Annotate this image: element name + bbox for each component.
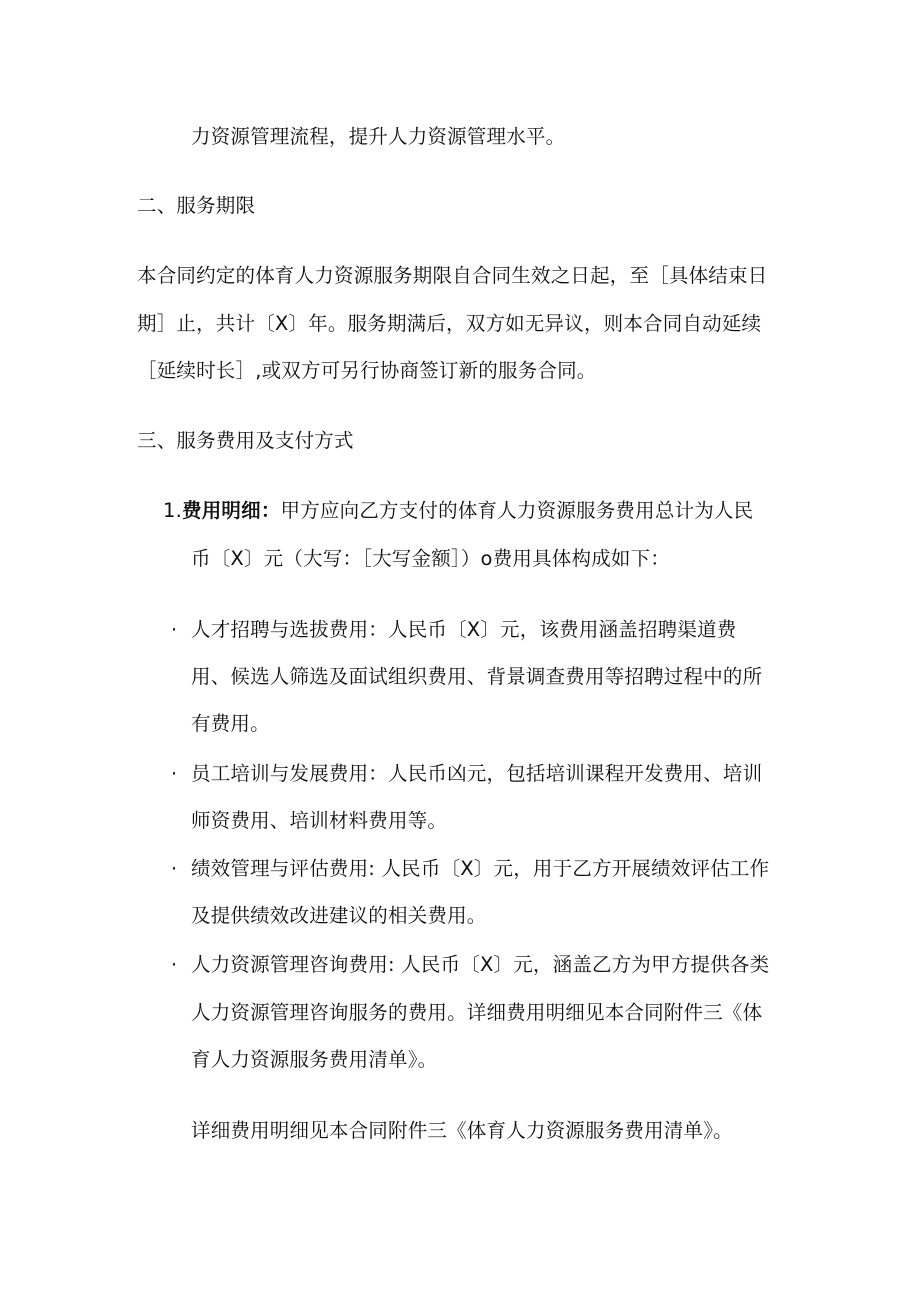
section2-paragraph-line: 本合同约定的体育人力资源服务期限自合同生效之日起，至［具体结束日 [137,264,768,287]
bullet-marker: · [171,954,178,976]
closing-paragraph: 详细费用明细见本合同附件三《体育人力资源服务费用清单》。 [191,1119,733,1142]
bullet-line: 有费用。 [191,712,270,735]
bullet-marker: · [171,858,178,880]
bullet-line: 人力资源管理咨询费用: 人民币〔X〕元，涵盖乙方为甲方提供各类 [191,953,770,976]
section3-heading: 三、服务费用及支付方式 [137,429,354,452]
bullet-line: 人才招聘与选拔费用：人民币〔X〕元，该费用涵盖招聘渠道费 [191,618,737,641]
bullet-line: 及提供绩效改进建议的相关费用。 [191,904,487,927]
item-number: 1. [163,499,183,522]
item-label: 费用明细： [182,499,281,522]
bullet-marker: · [171,619,178,641]
item-text: 甲方应向乙方支付的体育人力资源服务费用总计为人民 [280,499,754,522]
bullet-marker: · [171,763,178,785]
intro-tail-text: 力资源管理流程，提升人力资源管理水平。 [191,125,566,148]
section2-paragraph-line: ［延续时长］,或双方可另行协商签订新的服务合同。 [137,359,597,382]
bullet-line: 人力资源管理咨询服务的费用。详细费用明细见本合同附件三《体 [191,1001,763,1024]
bullet-line: 用、候选人筛选及面试组织费用、背景调查费用等招聘过程中的所 [191,665,763,688]
bullet-line: 员工培训与发展费用：人民币凶元，包括培训课程开发费用、培训 [191,762,763,785]
section2-heading: 二、服务期限 [137,194,256,217]
fee-detail-line [163,498,753,524]
bullet-line: 师资费用、培训材料费用等。 [191,809,448,832]
bullet-line: 育人力资源服务费用清单》。 [191,1048,438,1071]
bullet-line: 绩效管理与评估费用: 人民币〔X〕元，用于乙方开展绩效评估工作 [191,857,770,880]
section2-paragraph-line: 期］止，共计〔X〕年。服务期满后，双方如无异议，则本合同自动延续 [137,312,762,335]
fee-detail-line-2: 币〔X〕元（大写：［大写金额］）o费用具体构成如下： [191,547,670,570]
